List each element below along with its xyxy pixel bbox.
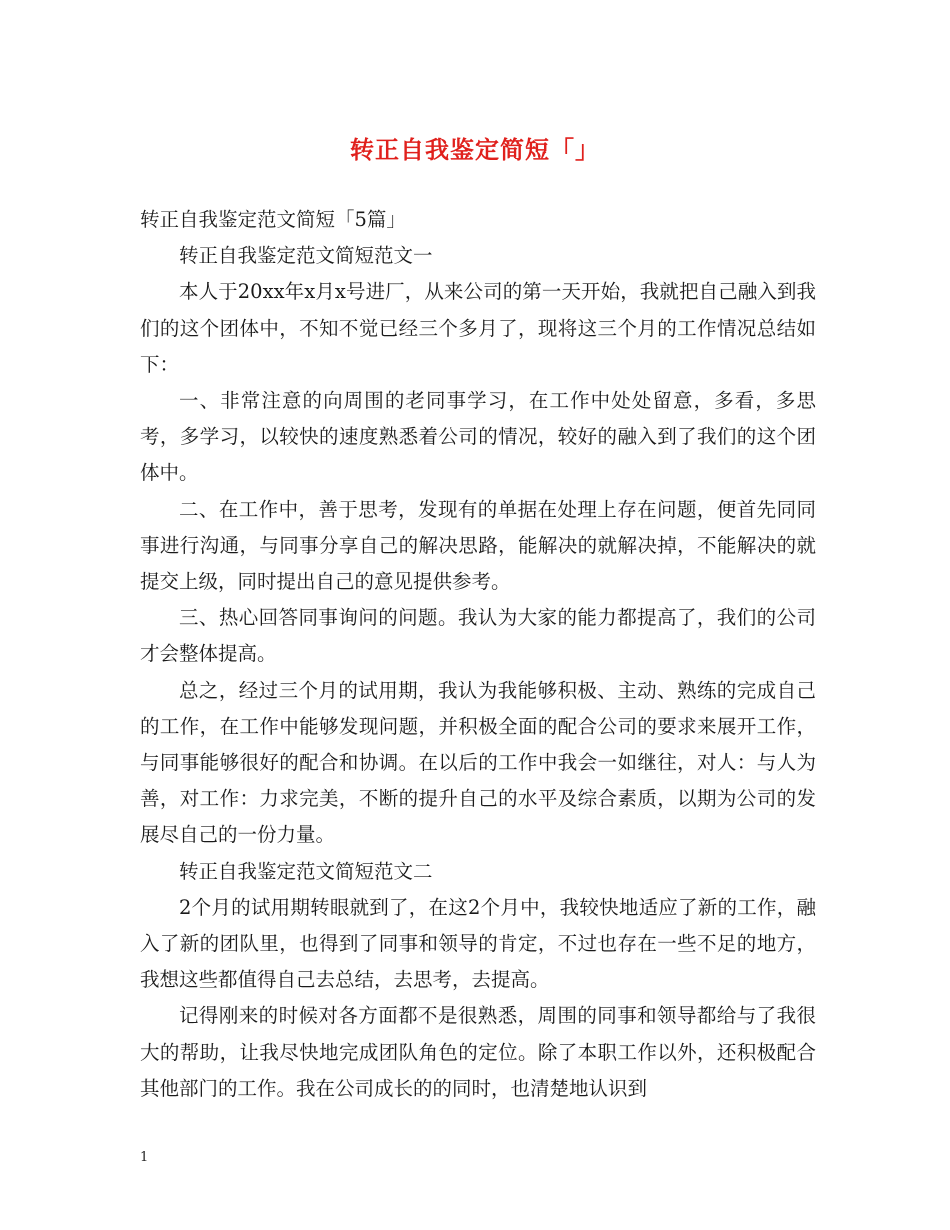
body-paragraph: 三、热心回答同事询问的问题。我认为大家的能力都提高了，我们的公司才会整体提高。 (140, 606, 816, 666)
body-paragraph: 总之，经过三个月的试用期，我认为我能够积极、主动、熟练的完成自己的工作，在工作中能够发现问题，并积极全面的配合公司的要求来展开工作，与同事能够很好的配合和协调。在以后的工作中我会一如继往，对人：与人为善，对工作：力求完美，不断的提升自己的水平及综合素质，以期为公司的发展尽自己的一份力量。 (140, 678, 816, 847)
body-paragraph: 2个月的试用期转眼就到了，在这2个月中，我较快地适应了新的工作，融入了新的团队里，也得到了同事和领导的肯定，不过也存在一些不足的地方，我想这些都值得自己去总结，去思考，去提高。 (140, 895, 816, 992)
subtitle-paragraph: 转正自我鉴定范文简短「5篇」 (140, 208, 406, 231)
section-heading-1: 转正自我鉴定范文简短范文一 (179, 244, 433, 268)
document-title: 转正自我鉴定简短「」 (350, 135, 600, 164)
document-body (140, 202, 816, 1107)
body-paragraph: 二、在工作中，善于思考，发现有的单据在处理上存在问题，便首先同同事进行沟通，与同事分享自己的解决思路，能解决的就解决掉，不能解决的就提交上级，同时提出自己的意见提供参考。 (140, 497, 816, 594)
section-heading-2: 转正自我鉴定范文简短范文二 (179, 859, 433, 883)
body-paragraph: 记得刚来的时候对各方面都不是很熟悉，周围的同事和领导都给与了我很大的帮助，让我尽快地完成团队角色的定位。除了本职工作以外，还积极配合其他部门的工作。我在公司成长的的同时，也清楚地认识到 (140, 1004, 816, 1100)
body-paragraph: 一、非常注意的向周围的老同事学习，在工作中处处留意，多看，多思考，多学习，以较快的速度熟悉着公司的情况，较好的融入到了我们的这个团体中。 (140, 389, 816, 485)
page-number: 1 (140, 1150, 149, 1165)
body-paragraph: 本人于20xx年x月x号进厂，从来公司的第一天开始，我就把自己融入到我们的这个团体中，不知不觉已经三个多月了，现将这三个月的工作情况总结如下： (140, 280, 816, 376)
